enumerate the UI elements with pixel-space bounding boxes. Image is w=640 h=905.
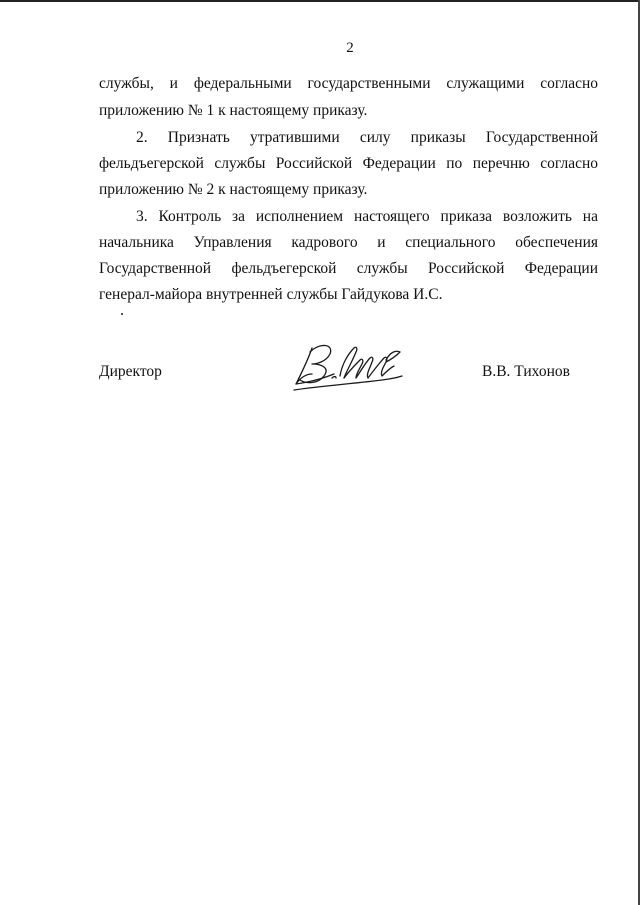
page-top-border [0,0,640,2]
handwritten-signature [290,338,410,394]
paragraph-3-line-1: 3. Контроль за исполнением настоящего приказа возложить на [136,208,598,225]
paragraph-1-line-2: приложению № 1 к настоящему приказу. [99,102,368,119]
paragraph-2-line-2: фельдъегерской службы Российской Федерации по перечню согласно [99,155,598,172]
paragraph-2-line-3: приложению № 2 к настоящему приказу. [99,181,368,198]
paragraph-3-line-2: начальника Управления кадрового и специального обеспечения [99,234,598,251]
paragraph-3-line-4: генерал-майора внутренней службы Гайдукова И.С. [99,286,443,303]
page-number: 2 [346,40,354,56]
scan-speck [121,313,123,315]
paragraph-1-line-1: службы, и федеральными государственными служащими согласно [99,75,598,92]
signatory-title: Директор [99,363,162,380]
signatory-name: В.В. Тихонов [482,363,570,380]
paragraph-3-line-3: Государственной фельдъегерской службы Российской Федерации [99,260,598,277]
paragraph-2-line-1: 2. Признать утратившими силу приказы Государственной [136,129,598,146]
